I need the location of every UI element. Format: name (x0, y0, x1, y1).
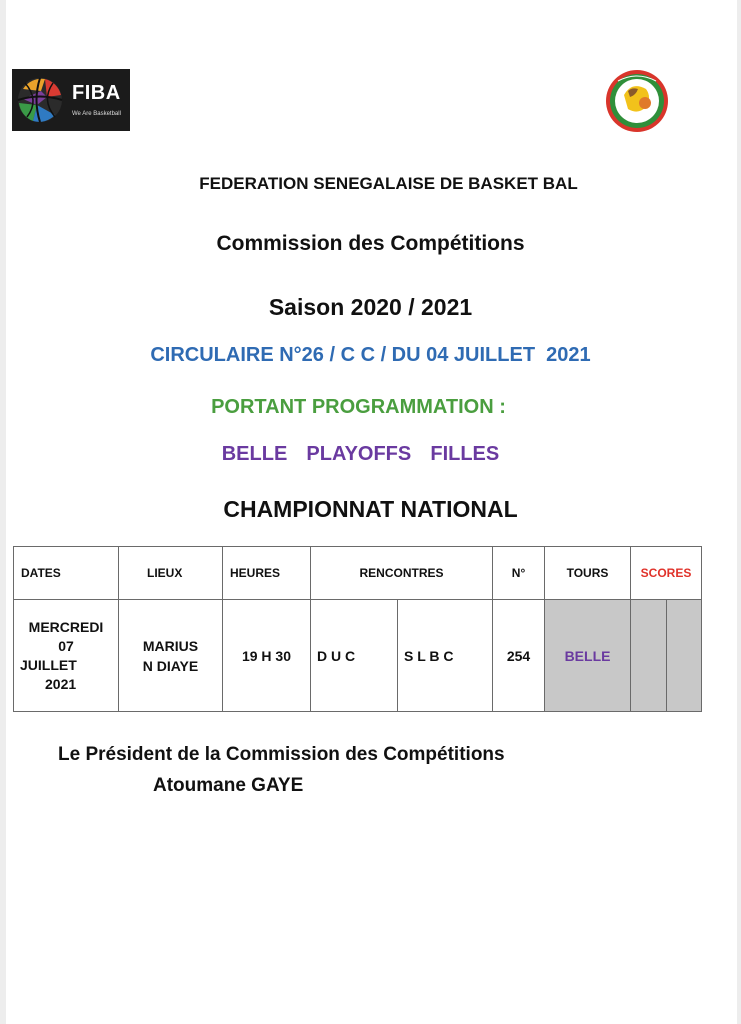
header-lieux: LIEUX (119, 547, 223, 600)
schedule-table (13, 546, 702, 712)
signatory-title: Le Président de la Commission des Compétitions (58, 744, 505, 765)
venue-line2: N DIAYE (142, 657, 199, 674)
header-numero: N° (493, 547, 545, 600)
federation-name: FEDERATION SENEGALAISE DE BASKET BAL (199, 174, 578, 193)
fiba-tagline: We Are Basketball (72, 111, 121, 117)
header-dates: DATES (14, 547, 119, 600)
championship-title: CHAMPIONNAT NATIONAL (223, 496, 518, 522)
score-home-cell (631, 600, 667, 712)
header-tours: TOURS (545, 547, 631, 600)
programme-title: BELLE PLAYOFFS FILLES (221, 443, 500, 465)
fiba-logo (12, 69, 130, 131)
header-heures: HEURES (223, 547, 311, 600)
fiba-wordmark: FIBA (72, 82, 121, 104)
venue-cell (119, 600, 223, 712)
date-weekday: MERCREDI (28, 618, 104, 635)
commission-title: Commission des Compétitions (216, 232, 525, 255)
round-cell: BELLE (545, 600, 631, 712)
header-scores: SCORES (631, 547, 702, 600)
signatory-name: Atoumane GAYE (153, 775, 304, 796)
time-cell: 19 H 30 (223, 600, 311, 712)
score-away-cell (667, 600, 702, 712)
circular-reference: CIRCULAIRE N°26 / C C / DU 04 JUILLET 2021 (150, 344, 591, 366)
federation-emblem-icon (602, 69, 672, 133)
away-team-cell: S L B C (398, 600, 493, 712)
table-header-row (14, 547, 702, 600)
venue-line1: MARIUS (142, 637, 199, 654)
date-year: 2021 (45, 675, 77, 692)
table-row (14, 600, 702, 712)
basketball-icon (12, 69, 68, 131)
season-title: Saison 2020 / 2021 (268, 294, 473, 320)
date-month: JUILLET (20, 656, 77, 673)
subject-line: PORTANT PROGRAMMATION : (211, 396, 506, 418)
home-team-cell: D U C (311, 600, 398, 712)
header-rencontres: RENCONTRES (311, 547, 493, 600)
date-day: 07 (58, 637, 74, 654)
match-number-cell: 254 (493, 600, 545, 712)
date-cell (14, 600, 119, 712)
